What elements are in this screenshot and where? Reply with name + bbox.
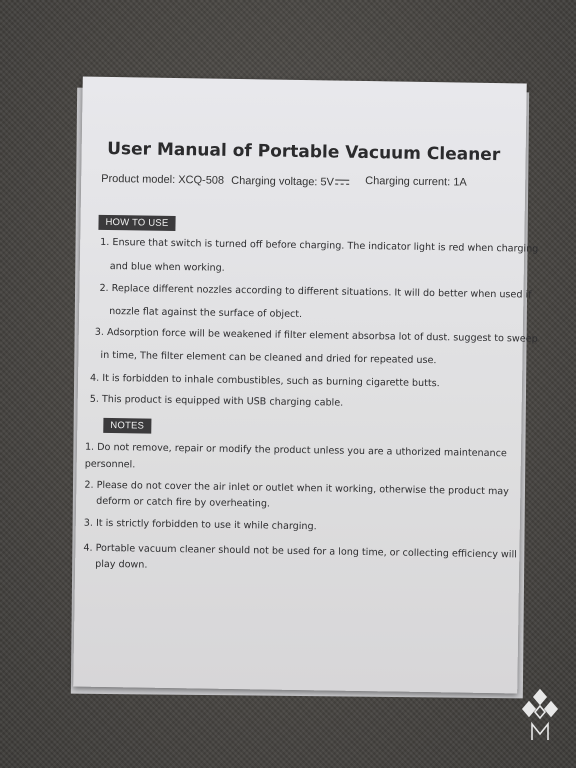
notes-line: 2. Please do not cover the air inlet or outlet when it working, otherwise the product may	[84, 479, 509, 498]
product-model: Product model: XCQ-508	[101, 172, 225, 187]
manual-page	[73, 77, 539, 694]
dc-symbol-icon	[335, 180, 349, 186]
how-to-use-heading: HOW TO USE	[98, 215, 175, 231]
charging-voltage	[231, 175, 349, 189]
how-to-line: 1. Ensure that switch is turned off before charging. The indicator light is red when charging	[100, 236, 539, 255]
charging-current: Charging current: 1A	[365, 174, 467, 189]
notes-line: 1. Do not remove, repair or modify the product unless you are a uthorized maintenance	[84, 441, 507, 460]
notes-line: play down.	[95, 558, 148, 571]
notes-line: 4. Portable vacuum cleaner should not be used for a long time, or collecting efficiency will	[83, 542, 517, 561]
how-to-line: 3. Adsorption force will be weakened if filter element absorbsa lot of dust. suggest to sweep	[94, 326, 538, 345]
notes-line: 3. It is strictly forbidden to use it while charging.	[83, 517, 317, 533]
page-title: User Manual of Portable Vacuum Cleaner	[106, 138, 501, 166]
how-to-line: 5. This product is equipped with USB charging cable.	[89, 393, 344, 409]
notes-line: personnel.	[84, 458, 136, 471]
charging-voltage-text: Charging voltage: 5V	[231, 174, 335, 189]
how-to-line: nozzle flat against the surface of object.	[109, 305, 303, 321]
notes-heading: NOTES	[103, 418, 151, 434]
notes-line: deform or catch fire by overheating.	[96, 495, 271, 510]
diamond-logo-icon	[520, 688, 560, 744]
how-to-line: and blue when working.	[109, 260, 225, 274]
how-to-line: 2. Replace different nozzles according to different situations. It will do better when used if	[99, 282, 532, 301]
spec-row	[101, 172, 505, 189]
how-to-line: in time, The filter element can be cleaned and dried for repeated use.	[100, 349, 437, 367]
how-to-line: 4. It is forbidden to inhale combustibles, such as burning cigarette butts.	[89, 372, 440, 390]
